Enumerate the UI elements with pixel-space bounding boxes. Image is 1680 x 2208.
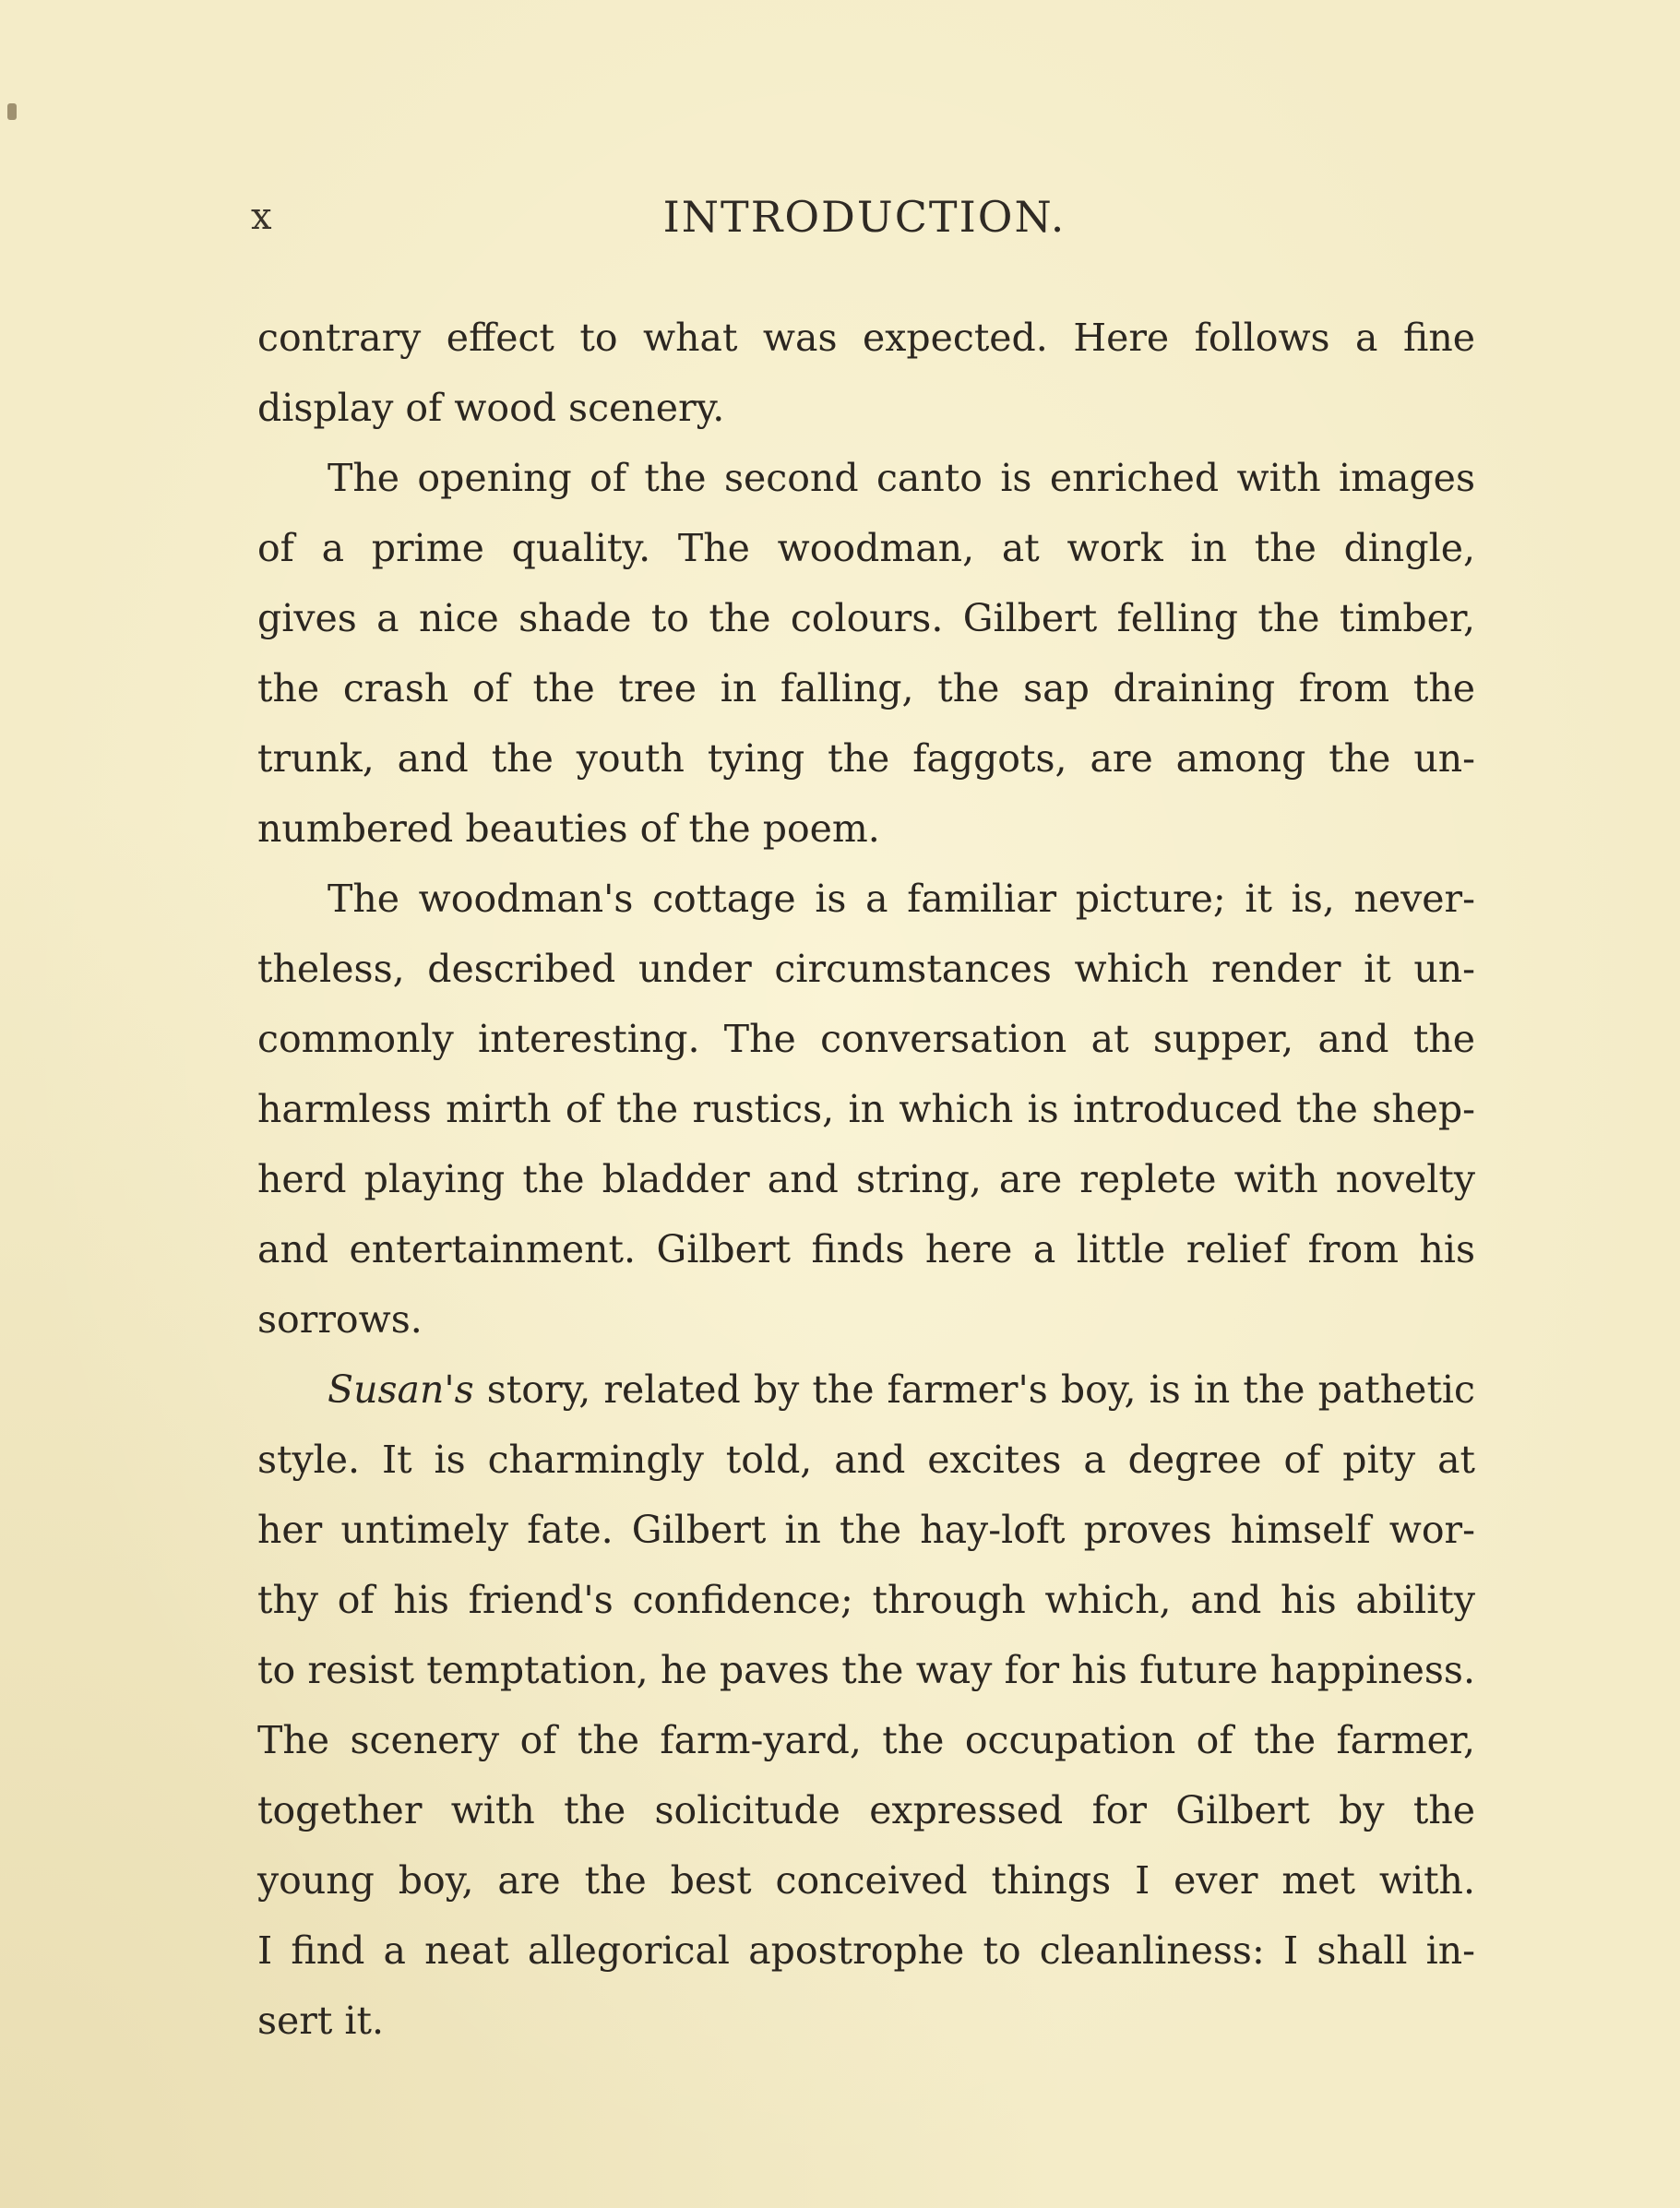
ink-speck xyxy=(7,103,17,120)
text-line: contrary effect to what was expected. Here follows a fine xyxy=(257,316,1475,360)
text-line: numbered beauties of the poem. xyxy=(257,806,880,851)
text-line: The opening of the second canto is enriched with images xyxy=(328,456,1475,500)
text-line: harmless mirth of the rustics, in which is introduced the shep- xyxy=(257,1087,1475,1131)
body-text xyxy=(257,303,1475,2056)
text-line: herd playing the bladder and string, are replete with novelty xyxy=(257,1157,1475,1201)
text-line: sert it. xyxy=(257,1999,385,2043)
text-line: of a prime quality. The woodman, at work in the dingle, xyxy=(257,526,1475,570)
paragraph-3 xyxy=(257,864,1475,1355)
text-line: young boy, are the best conceived things I ever met with. xyxy=(257,1858,1475,1903)
text-line: to resist temptation, he paves the way for his future happiness. xyxy=(257,1648,1475,1692)
text-fragment: story, related by the farmer's boy, is in the pathetic xyxy=(473,1367,1475,1412)
text-line: trunk, and the youth tying the faggots, are among the un- xyxy=(257,736,1475,781)
text-line: her untimely fate. Gilbert in the hay-loft proves himself wor- xyxy=(257,1508,1475,1552)
running-head xyxy=(251,192,1478,247)
text-line: thy of his friend's confidence; through which, and his ability xyxy=(257,1578,1475,1622)
text-line: gives a nice shade to the colours. Gilbert felling the timber, xyxy=(257,596,1475,640)
text-line: together with the solicitude expressed for Gilbert by the xyxy=(257,1788,1475,1832)
text-line: theless, described under circumstances which render it un- xyxy=(257,947,1475,991)
text-line: The scenery of the farm-yard, the occupation of the farmer, xyxy=(257,1718,1475,1762)
text-line-with-italic xyxy=(257,1355,1475,1425)
text-line: The woodman's cottage is a familiar picture; it is, never- xyxy=(328,877,1475,921)
text-line: style. It is charmingly told, and excites a degree of pity at xyxy=(257,1438,1475,1482)
page-number: x xyxy=(251,196,273,238)
paragraph-4 xyxy=(257,1355,1475,2056)
text-line: sorrows. xyxy=(257,1297,423,1342)
italic-name: Susan's xyxy=(328,1367,474,1412)
text-line: and entertainment. Gilbert finds here a little relief from his xyxy=(257,1227,1475,1271)
text-line: display of wood scenery. xyxy=(257,386,725,430)
text-line: I find a neat allegorical apostrophe to cleanliness: I shall in- xyxy=(257,1928,1475,1973)
paragraph-2 xyxy=(257,443,1475,864)
running-head-title: INTRODUCTION. xyxy=(662,192,1066,242)
text-line: commonly interesting. The conversation at supper, and the xyxy=(257,1017,1475,1061)
text-line: the crash of the tree in falling, the sap draining from the xyxy=(257,666,1475,710)
paragraph-1 xyxy=(257,303,1475,443)
